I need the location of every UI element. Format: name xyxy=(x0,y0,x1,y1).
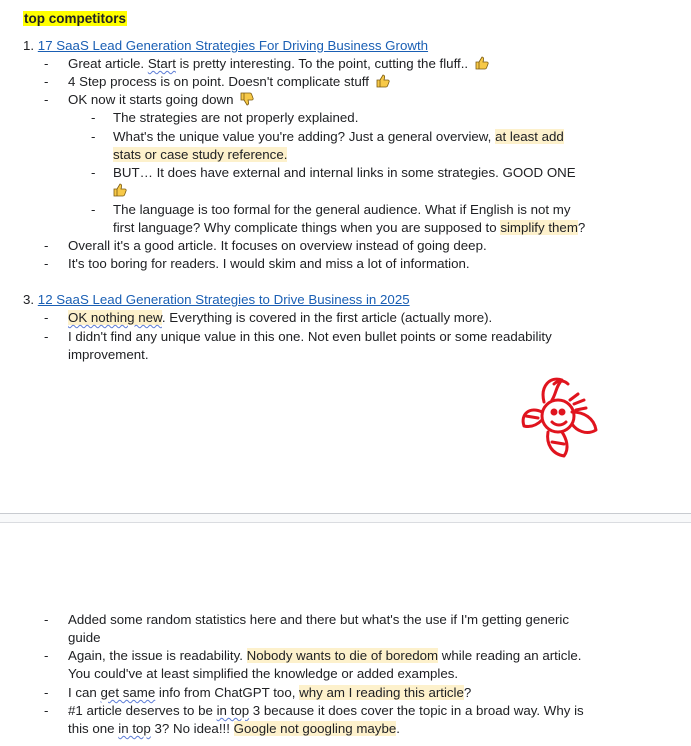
bullet-dash: - xyxy=(91,110,96,125)
list-item: OK nothing new. Everything is covered in the first article (actually more). xyxy=(68,310,493,325)
list-item: 4 Step process is on point. Doesn't complicate stuff xyxy=(68,74,390,91)
thumbs-down-icon xyxy=(240,92,254,109)
list-item: I can get same info from ChatGPT too, why am I reading this article? xyxy=(68,685,472,700)
bullet-dash: - xyxy=(44,74,49,89)
bullet-dash: - xyxy=(91,202,96,217)
list-item: BUT… It does have external and internal links in some strategies. GOOD ONE xyxy=(113,165,576,180)
highlighted-text: Nobody wants to die of boredom xyxy=(246,648,439,663)
highlighted-text: OK nothing new xyxy=(68,310,162,325)
list-item: What's the unique value you're adding? Just a general overview, at least add xyxy=(113,129,564,144)
bullet-dash: - xyxy=(44,256,49,271)
list-item-continued: first language? Why complicate things when you are supposed to simplify them? xyxy=(113,220,586,235)
bullet-dash: - xyxy=(44,310,49,325)
list-item-continued: improvement. xyxy=(68,347,149,362)
thumbs-up-icon xyxy=(475,56,489,73)
doodle-icon xyxy=(512,372,604,465)
list-item-continued: stats or case study reference. xyxy=(113,147,288,162)
list-item: Added some random statistics here and there but what's the use if I'm getting generic xyxy=(68,612,570,627)
list-item: I didn't find any unique value in this one. Not even bullet points or some readability xyxy=(68,329,552,344)
list-item: Again, the issue is readability. Nobody wants to die of boredom while reading an article. xyxy=(68,648,582,663)
highlighted-text: Google not googling maybe xyxy=(233,721,397,736)
list-item: Overall it's a good article. It focuses on overview instead of going deep. xyxy=(68,238,487,253)
thumbs-up-icon xyxy=(376,74,390,91)
bullet-dash: - xyxy=(91,129,96,144)
spellcheck-word[interactable]: in top xyxy=(118,721,151,736)
item-number: 3. xyxy=(23,292,35,307)
list-item-continued: You could've at least simplified the knowledge or added examples. xyxy=(68,666,459,681)
list-item-1 xyxy=(23,38,428,53)
list-item: The strategies are not properly explained. xyxy=(113,110,359,125)
list-item: Great article. Start is pretty interesting. To the point, cutting the fluff.. xyxy=(68,56,489,73)
bullet-dash: - xyxy=(44,329,49,344)
spellcheck-word[interactable]: Start xyxy=(147,56,176,71)
page-break xyxy=(0,513,691,523)
spellcheck-word[interactable]: get same xyxy=(100,685,156,700)
thumbs-up-icon xyxy=(113,183,127,200)
item-number: 1. xyxy=(23,38,35,53)
bullet-dash: - xyxy=(91,165,96,180)
list-item-continued: this one in top 3? No idea!!! Google not googling maybe. xyxy=(68,721,400,736)
doc-title: top competitors xyxy=(24,11,127,26)
spellcheck-word[interactable]: in top xyxy=(216,703,250,718)
bullet-dash: - xyxy=(44,648,49,663)
bullet-dash: - xyxy=(44,685,49,700)
bullet-dash: - xyxy=(44,92,49,107)
highlighted-text: at least add xyxy=(495,129,564,144)
bullet-dash: - xyxy=(44,612,49,627)
article-link-3[interactable]: 12 SaaS Lead Generation Strategies to Drive Business in 2025 xyxy=(37,292,410,307)
list-item-3 xyxy=(23,292,410,307)
list-item-continued: guide xyxy=(68,630,101,645)
list-item: OK now it starts going down xyxy=(68,92,254,109)
bullet-dash: - xyxy=(44,238,49,253)
article-link-1[interactable]: 17 SaaS Lead Generation Strategies For Driving Business Growth xyxy=(37,38,429,53)
bullet-dash: - xyxy=(44,56,49,71)
bullet-dash: - xyxy=(44,703,49,718)
highlighted-text: simplify them xyxy=(500,220,578,235)
list-item: The language is too formal for the general audience. What if English is not my xyxy=(113,202,571,217)
list-item: #1 article deserves to be in top 3 because it does cover the topic in a broad way. Why is xyxy=(68,703,584,718)
highlighted-text: why am I reading this article xyxy=(299,685,464,700)
list-item: It's too boring for readers. I would skim and miss a lot of information. xyxy=(68,256,470,271)
